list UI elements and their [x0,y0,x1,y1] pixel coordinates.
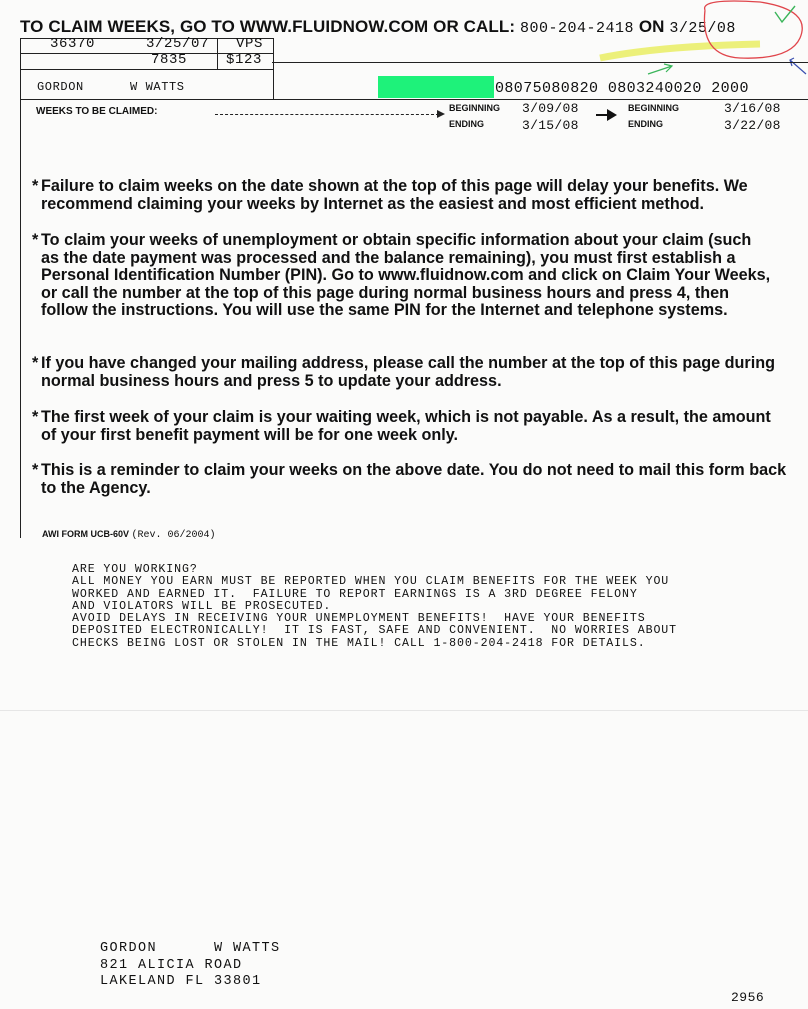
claimant-last-name: W WATTS [130,80,185,94]
weekly-benefit-amount: $123 [226,52,263,68]
claim-phone-number: 800-204-2418 [519,20,634,37]
blue-pen-arrow [790,58,806,74]
week2-beginning-label: BEGINNING [628,103,680,113]
arrow-right-icon [437,110,445,118]
green-pen-arrow [648,64,672,74]
claimant-first-name: GORDON [37,80,84,94]
notice-line: CHECKS BEING LOST OR STOLEN IN THE MAIL! CALL 1-800-204-2418 FOR DETAILS. [72,636,646,650]
form-rule [272,62,808,63]
address-city-state-zip: LAKELAND FL 33801 [100,974,262,989]
claim-effective-date: 3/25/07 [146,36,210,52]
form-revision: (Rev. 06/2004) [131,530,216,541]
dashed-leader-line [215,114,439,115]
week1-beginning-label: BEGINNING [449,103,501,113]
paragraph-pin-instructions: * To claim your weeks of unemployment or obtain specific information about your claim (such as the date payment was processed and the balance remaining), you must first establish a Personal Identification Number (PIN). Go to www.fluidnow.com and click on Claim Your Weeks, or call the number at the top of this page during normal business hours and press 4, then follow the instructions. You will use the same PIN for the Internet and telephone systems. [32,231,771,319]
claim-date: 3/25/08 [669,20,736,37]
redaction-mark [378,76,494,98]
notice-line: ALL MONEY YOU EARN MUST BE REPORTED WHEN YOU CLAIM BENEFITS FOR THE WEEK YOU [72,575,670,589]
weeks-to-be-claimed-label: WEEKS TO BE CLAIMED: [36,106,158,117]
week1-ending-label: ENDING [449,119,485,129]
yellow-highlight-mark [600,44,760,58]
week2-end-date: 3/22/08 [724,118,781,133]
claim-info-box [20,38,274,100]
mailing-address [100,941,281,991]
left-margin-rule [20,100,21,538]
earnings-notice [72,564,677,650]
paragraph-address-change: * If you have changed your mailing address, please call the number at the top of this page during normal business hours and press 5 to update your address. [32,354,775,390]
address-street: 821 ALICIA ROAD [100,957,243,973]
claim-reference-numbers: 08075080820 0803240020 2000 [495,80,749,97]
page-number: 2956 [731,990,765,1005]
notice-line: WORKED AND EARNED IT. FAILURE TO REPORT EARNINGS IS A 3RD DEGREE FELONY [72,587,638,601]
red-pen-circle [704,1,802,58]
form-rule [272,99,808,100]
notice-line: DEPOSITED ELECTRONICALLY! IT IS FAST, SAFE AND CONVENIENT. NO WORRIES ABOUT [72,624,678,638]
claim-id-number: 36370 [50,36,96,52]
paragraph-reminder: * This is a reminder to claim your weeks on the above date. You do not need to mail this form back to the Agency. [32,461,787,497]
week1-begin-date: 3/09/08 [522,101,579,116]
claim-number: 7835 [151,52,188,68]
on-label: ON [634,17,670,36]
notice-line: AVOID DELAYS IN RECEIVING YOUR UNEMPLOYMENT BENEFITS! HAVE YOUR BENEFITS [72,612,646,626]
paragraph-waiting-week: * The first week of your claim is your waiting week, which is not payable. As a result, the amount of your first benefit payment will be for one week only. [32,408,771,444]
form-identifier [42,529,216,541]
paper-fold-line [0,710,808,711]
week2-ending-label: ENDING [628,119,664,129]
claim-code: VPS [236,36,264,52]
header-prefix: TO CLAIM WEEKS, GO TO WWW.FLUIDNOW.COM OR CALL: [20,17,520,36]
paragraph-failure-to-claim: * Failure to claim weeks on the date shown at the top of this page will delay your benefits. We recommend claiming your weeks by Internet as the easiest and most efficient method. [32,177,748,213]
address-name: GORDON W WATTS [100,941,281,956]
week2-begin-date: 3/16/08 [724,101,781,116]
week1-end-date: 3/15/08 [522,118,579,133]
notice-line: AND VIOLATORS WILL BE PROSECUTED. [72,599,332,613]
form-name: AWI FORM UCB-60V [42,529,130,539]
notice-line: ARE YOU WORKING? [72,563,198,576]
arrow-right-icon [596,109,618,121]
